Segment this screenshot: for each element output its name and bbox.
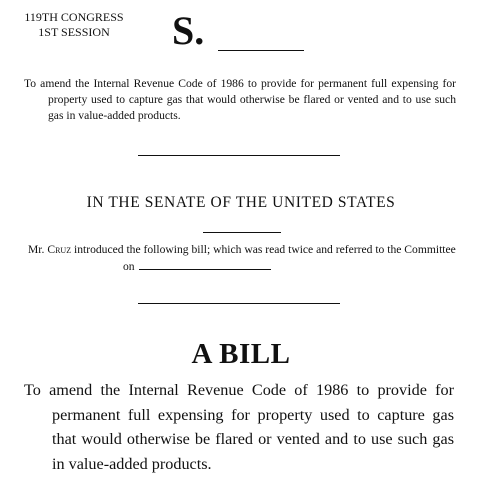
divider-rule-short	[203, 232, 281, 233]
purpose-full	[24, 378, 454, 476]
congress-session-block	[18, 10, 130, 40]
committee-blank	[139, 268, 271, 270]
bill-heading: A BILL	[191, 338, 291, 370]
bill-number-blank	[218, 50, 304, 51]
sponsor-prefix: Mr.	[28, 243, 45, 256]
purpose-summary-text: To amend the Internal Revenue Code of 1986 to provide for permanent full expensing for property used to capture gas that would otherwise be flared or vented and to use such gas in value-added products.	[24, 77, 456, 122]
chamber-heading: IN THE SENATE OF THE UNITED STATES	[86, 194, 396, 211]
bill-number-prefix: S.	[172, 8, 205, 53]
introduction-block	[28, 241, 458, 275]
purpose-full-text: To amend the Internal Revenue Code of 1986 to provide for permanent full expensing for property used to capture gas that would otherwise be flared or vented and to use such gas in value-added products.	[24, 381, 454, 473]
purpose-summary	[24, 76, 456, 124]
introduction-text: introduced the following bill; which was read twice and referred to the Committee on	[73, 243, 456, 273]
divider-rule-bottom	[138, 303, 340, 304]
divider-rule-top	[138, 155, 340, 156]
session-label: 1ST SESSION	[38, 25, 110, 39]
congress-label: 119TH CONGRESS	[24, 10, 124, 24]
sponsor-name: Cruz	[47, 243, 72, 256]
